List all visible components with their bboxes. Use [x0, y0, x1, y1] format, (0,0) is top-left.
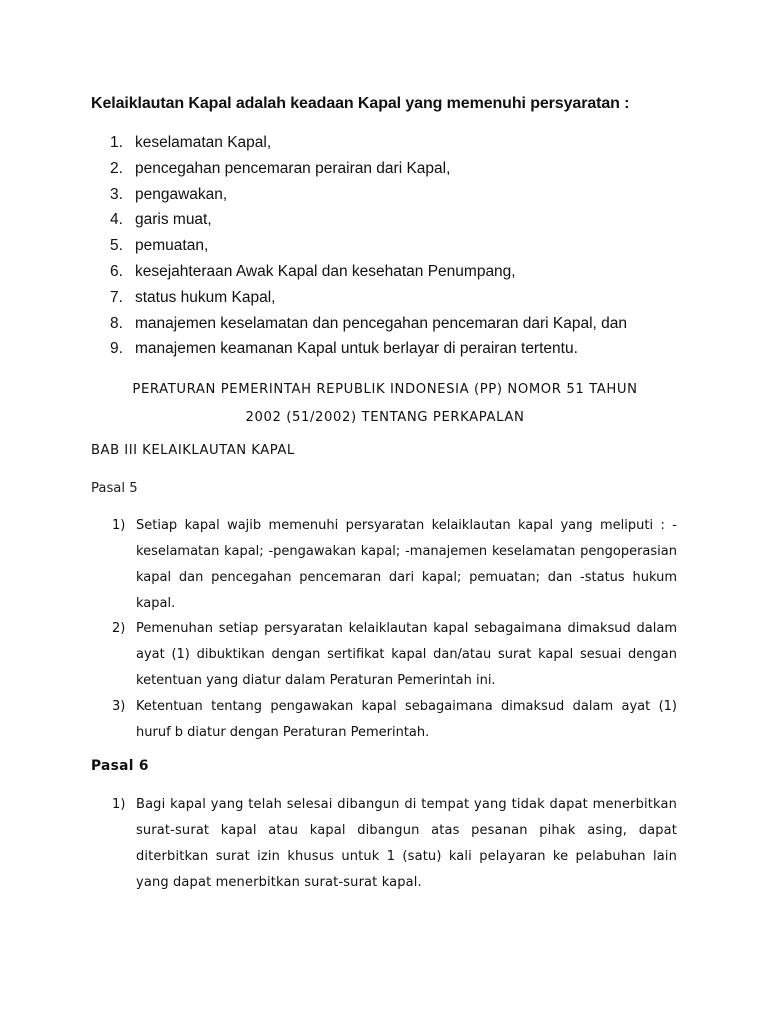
list-item-text: status hukum Kapal,: [135, 288, 276, 306]
list-item-text: pemuatan,: [135, 237, 209, 255]
pasal-5-title: Pasal 5: [91, 481, 138, 496]
list-item-number: 6.: [110, 262, 123, 280]
ayat-number: 1): [112, 797, 126, 812]
list-item-number: 1.: [110, 134, 123, 151]
list-item: [110, 336, 627, 362]
chapter-title: BAB III KELAIKLAUTAN KAPAL: [91, 443, 295, 458]
list-item-number: 3.: [110, 185, 123, 203]
list-item-text: pengawakan,: [135, 185, 228, 203]
list-item: [110, 130, 627, 156]
list-item-number: 7.: [110, 288, 123, 306]
list-item-text: manajemen keselamatan dan pencegahan pencemaran dari Kapal, dan: [135, 314, 628, 332]
section-heading: Kelaiklautan Kapal adalah keadaan Kapal yang memenuhi persyaratan :: [91, 95, 630, 112]
ayat-text: Setiap kapal wajib memenuhi persyaratan kelaiklautan kapal yang meliputi : - keselamatan kapal; -pengawakan kapal; -manajemen keselamatan pengoperasian kapal dan pencegahan pencemaran dari kapal; pemuatan; dan -status hukum kapal.: [136, 518, 677, 611]
pasal-6-title: Pasal 6: [91, 758, 149, 774]
ayat-text: Ketentuan tentang pengawakan kapal sebagaimana dimaksud dalam ayat (1) huruf b diatur dengan Peraturan Pemerintah.: [136, 699, 677, 740]
list-item-number: 2.: [110, 159, 123, 177]
ayat-text: Pemenuhan setiap persyaratan kelaiklautan kapal sebagaimana dimaksud dalam ayat (1) dibuktikan dengan sertifikat kapal dan/atau surat kapal sesuai dengan ketentuan yang diatur dalam Peraturan Pemerintah ini.: [136, 621, 677, 688]
list-item-text: manajemen keamanan Kapal untuk berlayar di perairan tertentu.: [135, 340, 578, 358]
list-item: [110, 207, 627, 233]
ayat-number: 3): [112, 699, 126, 714]
ayat-item: [112, 792, 677, 896]
list-item-text: garis muat,: [135, 211, 212, 229]
list-item-text: kesejahteraan Awak Kapal dan kesehatan Penumpang,: [135, 262, 516, 280]
list-item-number: 8.: [110, 314, 123, 332]
regulation-title-line: 2002 (51/2002) TENTANG PERKAPALAN: [245, 410, 525, 425]
list-item-number: 9.: [110, 340, 123, 358]
list-item-number: 4.: [110, 211, 123, 229]
list-item-number: 5.: [110, 237, 123, 255]
requirements-list: [110, 130, 627, 362]
list-item-text: pencegahan pencemaran perairan dari Kapal,: [135, 159, 451, 177]
list-item: [110, 285, 627, 311]
list-item: [110, 259, 627, 285]
list-item: [110, 233, 627, 259]
ayat-item: [112, 616, 677, 694]
list-item: [110, 156, 627, 182]
ayat-item: [112, 513, 677, 617]
ayat-number: 1): [112, 518, 126, 533]
ayat-item: [112, 694, 677, 746]
list-item: [110, 311, 627, 337]
ayat-text: Bagi kapal yang telah selesai dibangun di tempat yang tidak dapat menerbitkan surat-surat kapal atau kapal dibangun atas pesanan pihak asing, dapat diterbitkan surat izin khusus untuk 1 (satu) kali pelayaran ke pelabuhan lain yang dapat menerbitkan surat-surat kapal.: [136, 797, 677, 890]
list-item-text: keselamatan Kapal,: [135, 134, 272, 151]
list-item: [110, 182, 627, 208]
regulation-title-line: PERATURAN PEMERINTAH REPUBLIK INDONESIA (PP) NOMOR 51 TAHUN: [132, 382, 638, 397]
ayat-number: 2): [112, 621, 126, 636]
regulation-title: [85, 376, 685, 432]
